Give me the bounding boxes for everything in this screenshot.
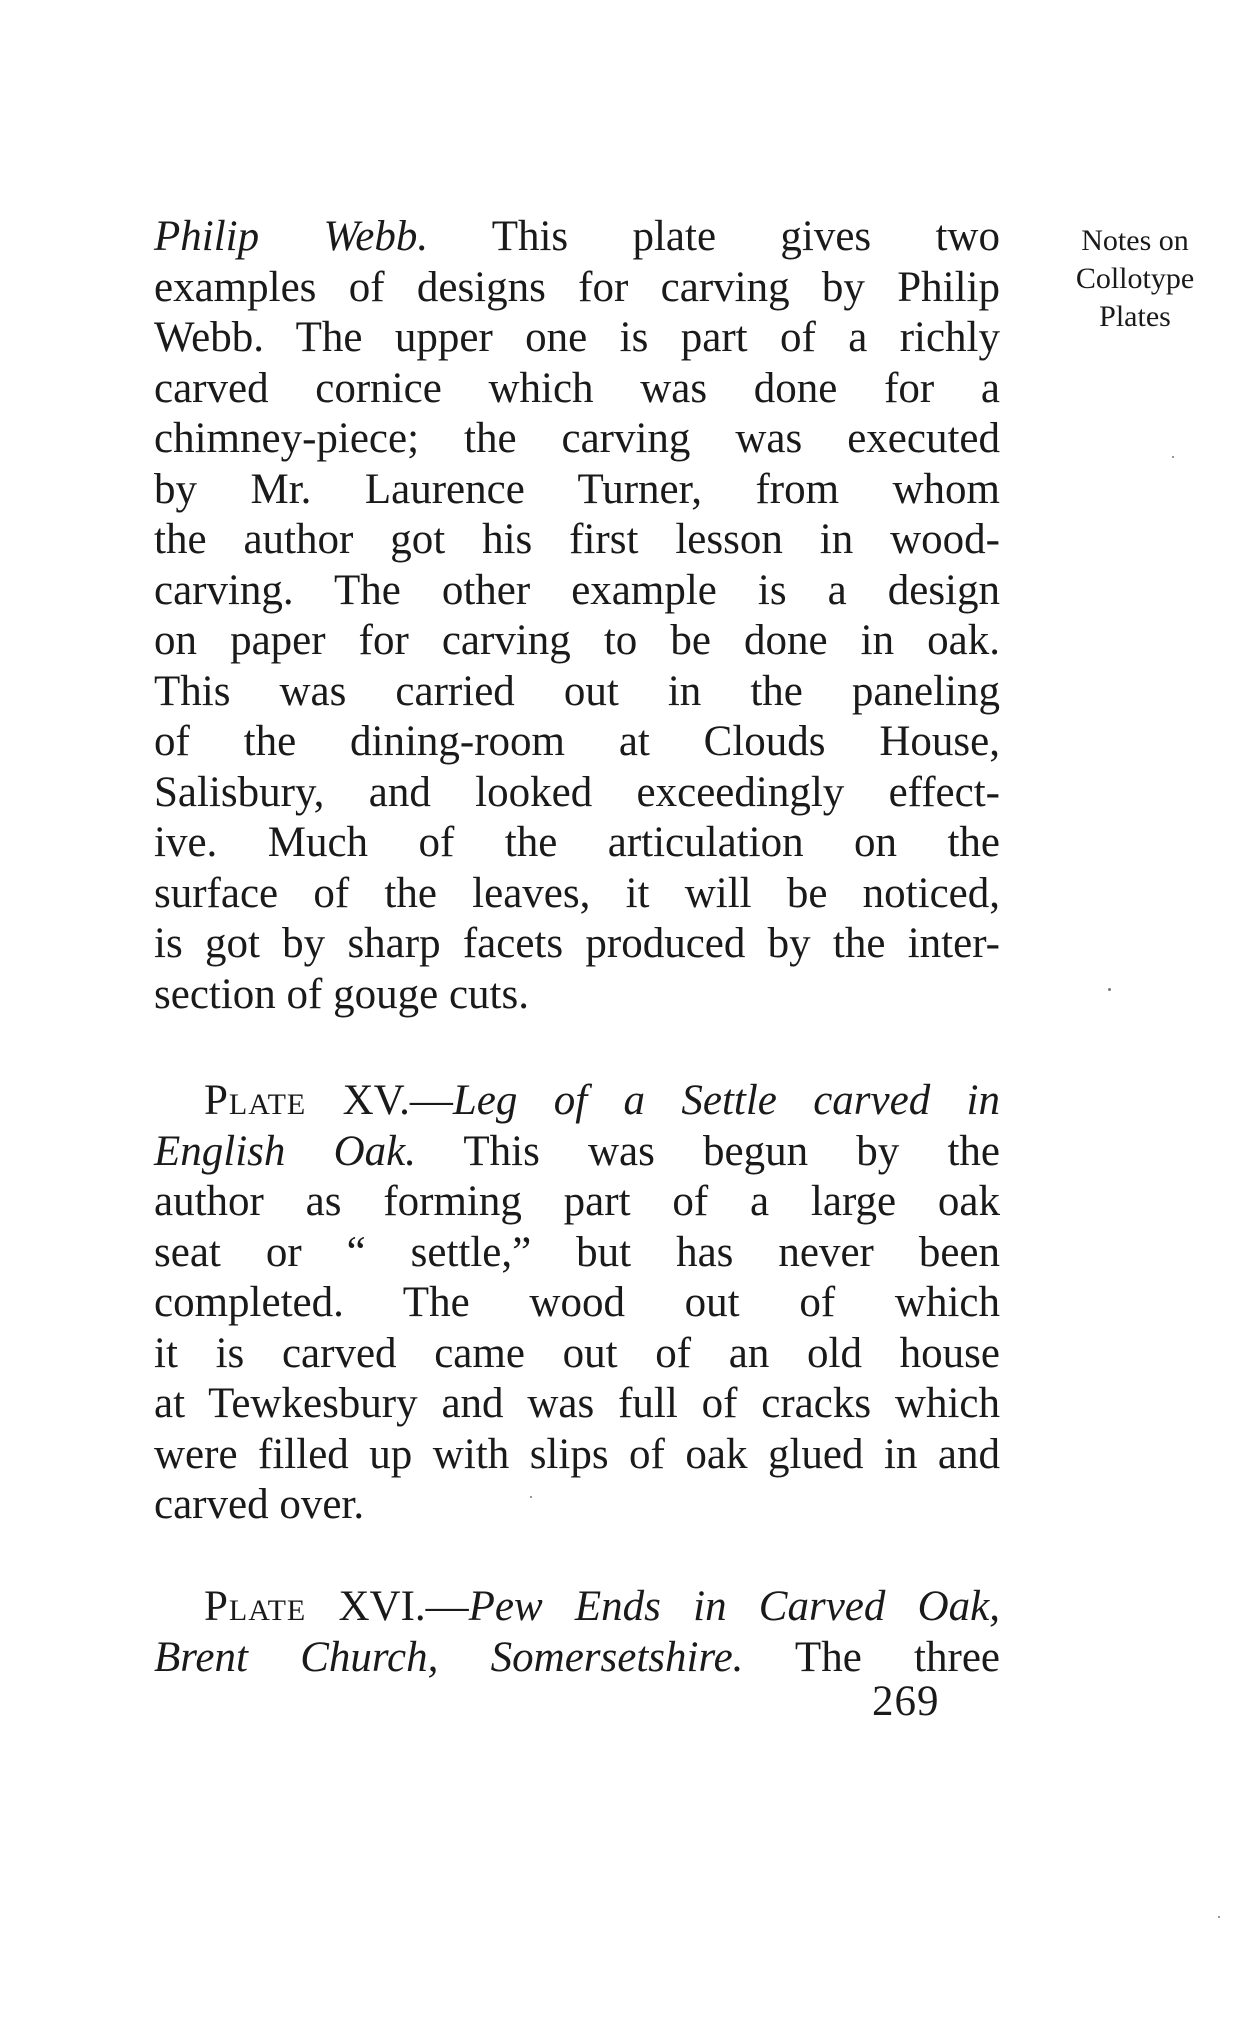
text-line: seat or “ settle,” but has never been: [154, 1228, 1000, 1276]
text-line: by Mr. Laurence Turner, from whom: [154, 465, 1000, 513]
text-line: author as forming part of a large oak: [154, 1178, 1000, 1225]
plate-label: Plate: [204, 1077, 307, 1124]
paper-speck: [1172, 456, 1174, 458]
text-line: English Oak. This was begun by the: [154, 1127, 1000, 1175]
text-line: surface of the leaves, it will be noticed,: [154, 869, 1000, 917]
plate-number: XV.—: [306, 1077, 453, 1124]
text-line: carved over.: [154, 1481, 365, 1528]
marginal-note-line-3: Plates: [1099, 300, 1171, 333]
text-line: completed. The wood out of which: [154, 1279, 1000, 1326]
text-line: on paper for carving to be done in oak.: [154, 617, 1000, 664]
text-line: it is carved came out of an old house: [154, 1329, 1000, 1377]
text-line: is got by sharp facets produced by the inter-: [154, 920, 1000, 967]
text-line: of the dining-room at Clouds House,: [154, 718, 1000, 765]
paragraph-philip-webb: [154, 212, 1000, 1020]
paper-speck: [1108, 988, 1111, 991]
text-line: Philip Webb. This plate gives two: [154, 213, 1000, 260]
text-line: were filled up with slips of oak glued in and: [154, 1430, 1000, 1478]
text-line: Brent Church, Somersetshire. The three: [154, 1633, 1000, 1681]
text-line: the author got his first lesson in wood-: [154, 516, 1000, 563]
text-line: section of gouge cuts.: [154, 970, 529, 1018]
marginal-note-line-2: Collotype: [1075, 262, 1195, 295]
text-line: Webb. The upper one is part of a richly: [154, 314, 1000, 361]
text-line: This was carried out in the paneling: [154, 667, 1000, 715]
page-number: 269: [872, 1678, 940, 1725]
text-line: carving. The other example is a design: [154, 566, 1000, 614]
plate-title: Leg of a Settle carved in: [452, 1077, 1000, 1124]
plate-title: Pew Ends in Carved Oak,: [468, 1583, 1000, 1630]
marginal-note-line-1: Notes on: [1081, 224, 1189, 257]
marginal-note: [1050, 222, 1220, 336]
plate-title-cont: Brent Church, Somersetshire.: [154, 1633, 744, 1681]
italic-name: Philip Webb.: [154, 213, 429, 260]
text-line: Salisbury, and looked exceedingly effect-: [154, 768, 1000, 816]
text-line: chimney-piece; the carving was executed: [154, 415, 1000, 462]
paper-speck: [1218, 1916, 1220, 1918]
plate-heading-line: [154, 1582, 1000, 1633]
plate-number: XVI.—: [306, 1583, 469, 1630]
plate-label: Plate: [204, 1583, 307, 1630]
plate-title-cont: English Oak.: [154, 1127, 416, 1175]
plate-heading-line: [154, 1076, 1000, 1127]
text-line: carved cornice which was done for a: [154, 364, 1000, 412]
paper-speck: [530, 1496, 532, 1498]
text-line: at Tewkesbury and was full of cracks which: [154, 1380, 1000, 1427]
paragraph-plate-xvi: [154, 1582, 1000, 1683]
paragraph-plate-xv: [154, 1076, 1000, 1531]
text-line: ive. Much of the articulation on the: [154, 819, 1000, 866]
text-line: examples of designs for carving by Philip: [154, 263, 1000, 311]
